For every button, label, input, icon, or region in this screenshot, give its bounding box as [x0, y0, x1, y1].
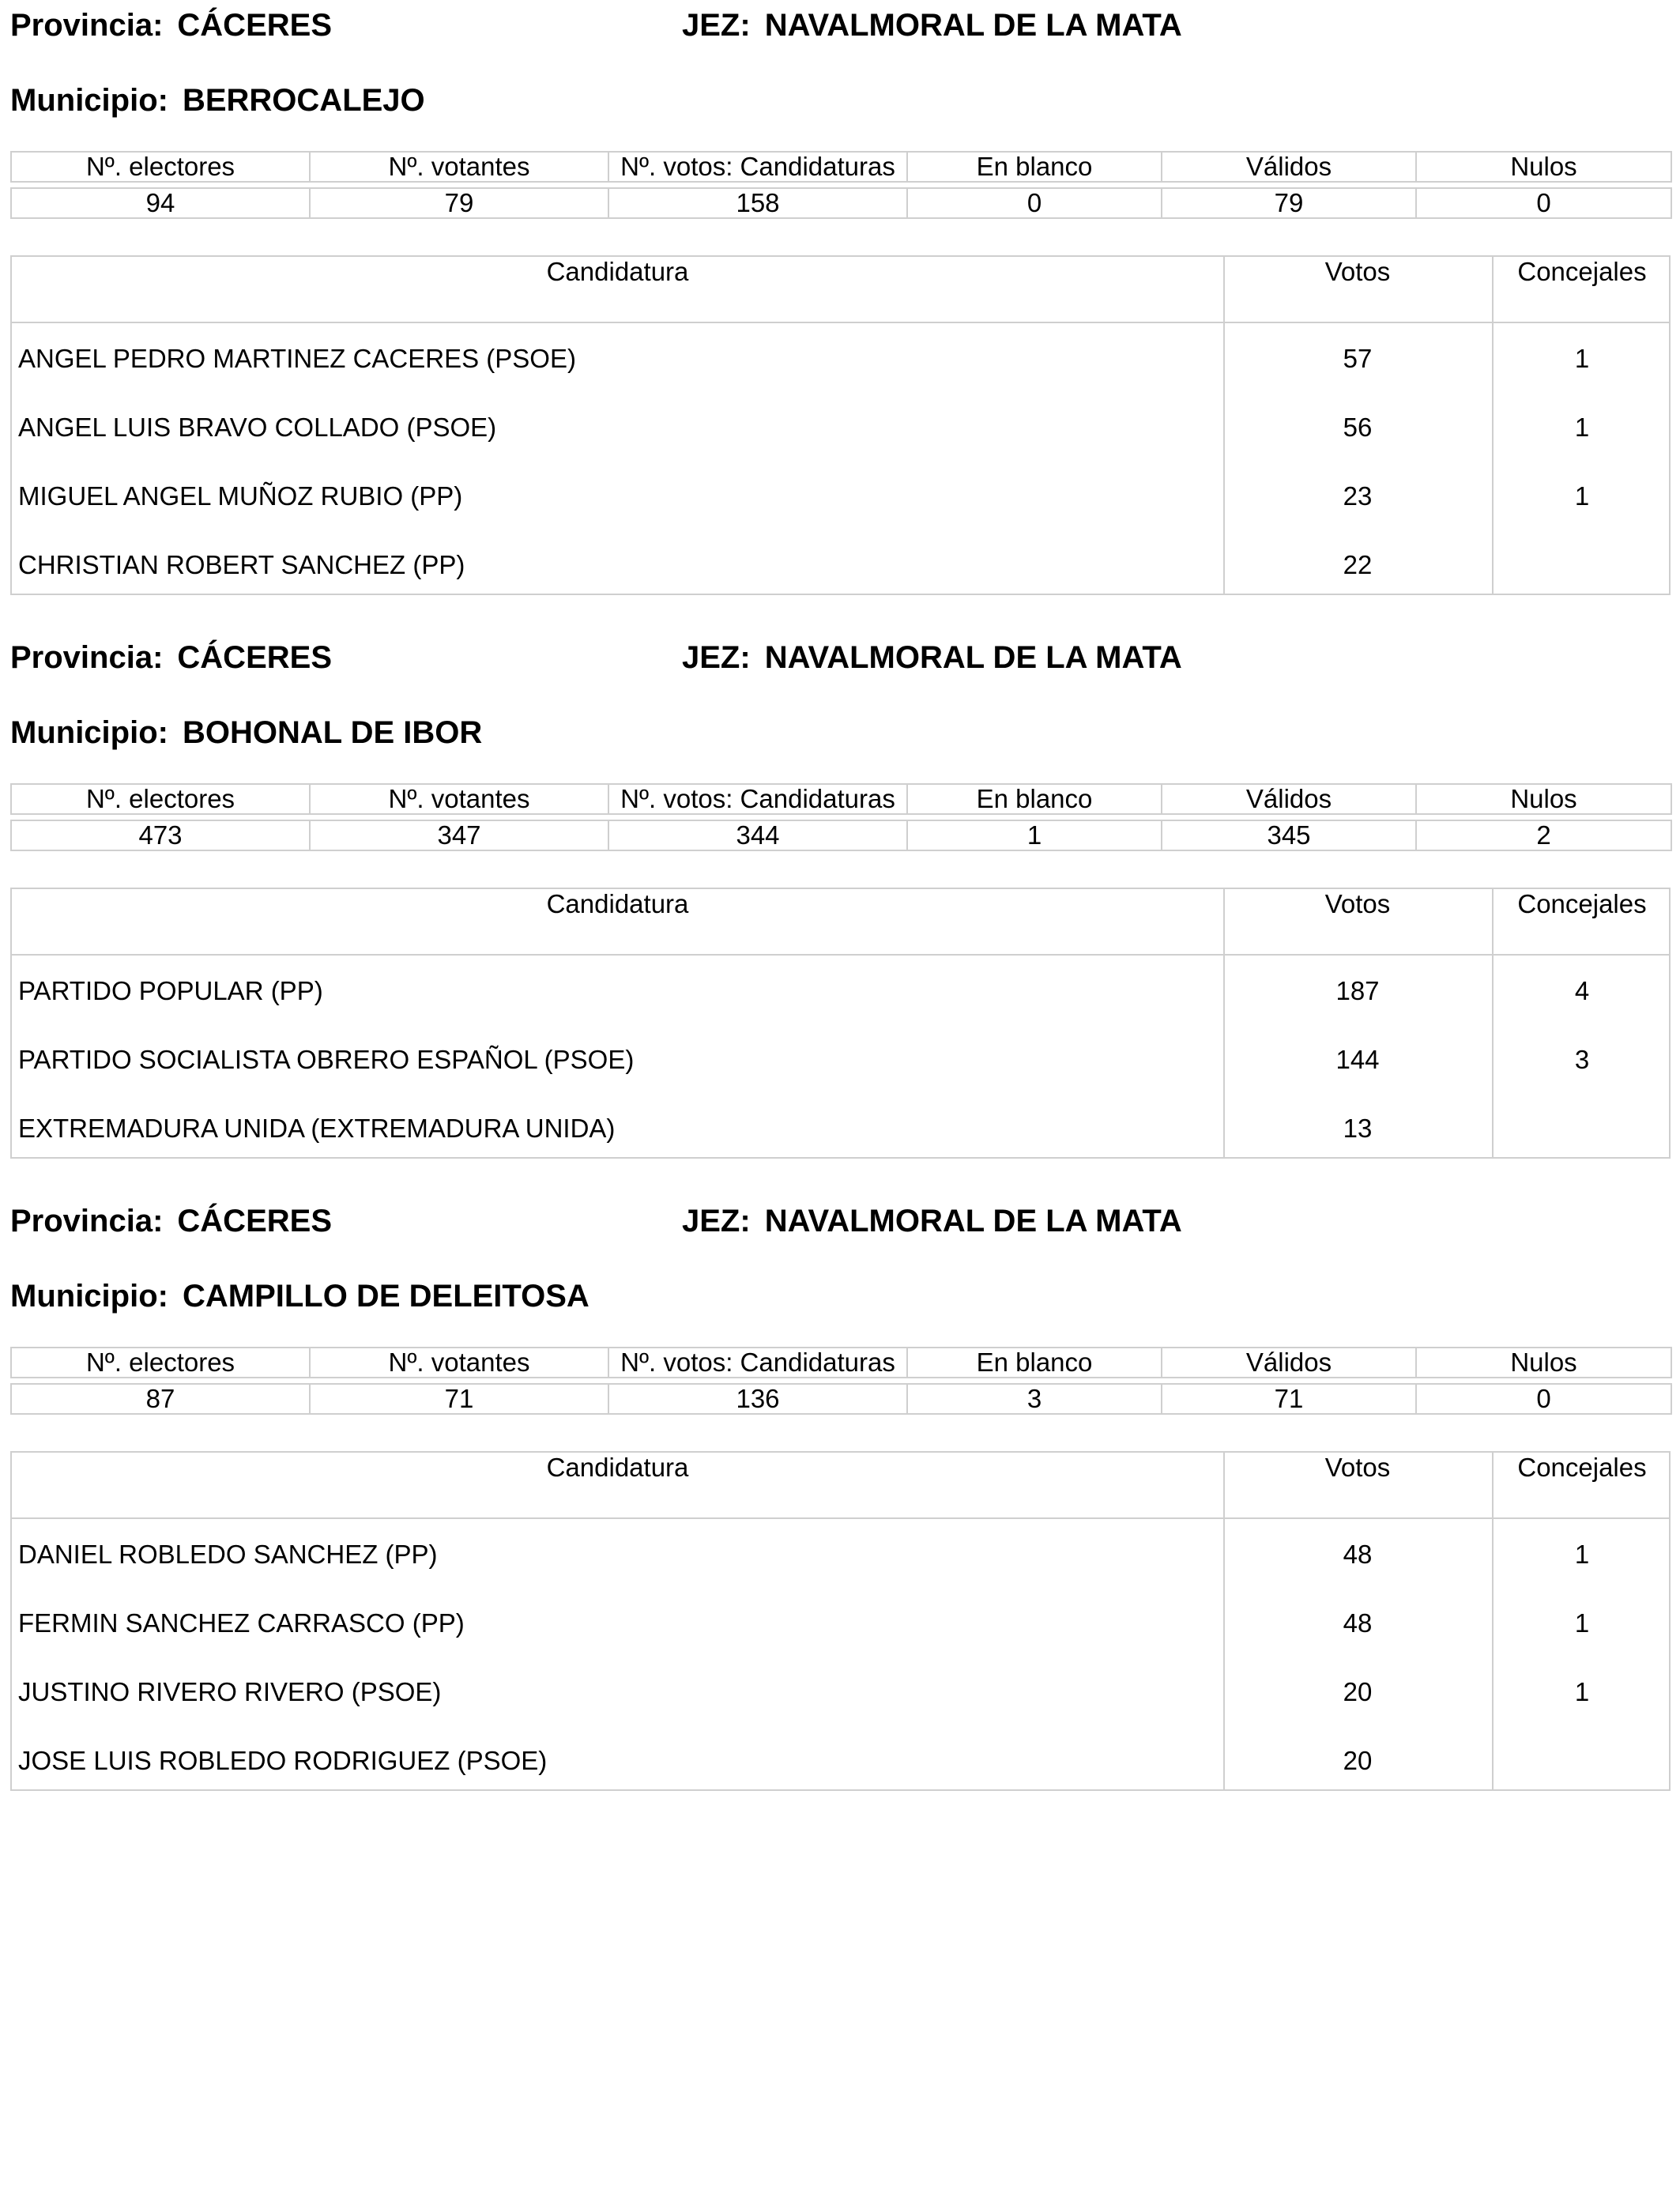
table-row [12, 956, 1669, 1024]
candidates-table [10, 1451, 1671, 1791]
stats-header: Nº. votos: Candidaturas [608, 784, 907, 814]
candidate-name: CHRISTIAN ROBERT SANCHEZ (PP) [18, 550, 465, 579]
stats-header: Nº. electores [11, 784, 310, 814]
provincia-heading [10, 640, 332, 675]
jez-value: NAVALMORAL DE LA MATA [764, 640, 1182, 675]
candidate-concejales: 1 [1574, 1540, 1590, 1569]
stats-value: 71 [310, 1384, 608, 1414]
stats-value: 79 [310, 188, 608, 218]
table-row [12, 1725, 1669, 1794]
municipio-value: BOHONAL DE IBOR [182, 715, 483, 750]
candidate-concejales: 1 [1574, 1677, 1590, 1706]
table-row [12, 323, 1669, 392]
stats-table [10, 1347, 1672, 1415]
candidate-votes: 48 [1343, 1608, 1373, 1638]
candidate-name: EXTREMADURA UNIDA (EXTREMADURA UNIDA) [18, 1114, 616, 1143]
candidate-name: FERMIN SANCHEZ CARRASCO (PP) [18, 1608, 465, 1638]
stats-gap [11, 1378, 1671, 1384]
municipio-label: Municipio: [10, 83, 168, 118]
provincia-heading [10, 1204, 332, 1238]
table-row [12, 392, 1669, 461]
concejales-header: Concejales [1517, 257, 1647, 286]
candidates-header-row [12, 257, 1669, 323]
municipio-label: Municipio: [10, 715, 168, 750]
candidate-concejales: 1 [1574, 413, 1590, 442]
municipio-value: BERROCALEJO [182, 83, 425, 118]
candidate-votes: 22 [1343, 550, 1373, 579]
candidate-name: JOSE LUIS ROBLEDO RODRIGUEZ (PSOE) [18, 1746, 548, 1775]
candidate-concejales: 4 [1574, 976, 1590, 1005]
candidate-votes: 20 [1343, 1746, 1373, 1775]
stats-value: 71 [1162, 1384, 1416, 1414]
candidatura-header: Candidatura [546, 1453, 689, 1482]
stats-value: 0 [1416, 1384, 1671, 1414]
jez-value: NAVALMORAL DE LA MATA [764, 1204, 1182, 1238]
stats-header-row [11, 1348, 1671, 1378]
candidate-concejales: 1 [1574, 481, 1590, 511]
stats-header: Nº. votantes [310, 1348, 608, 1378]
candidate-votes: 57 [1343, 344, 1373, 373]
jez-value: NAVALMORAL DE LA MATA [764, 8, 1182, 43]
stats-value: 473 [11, 820, 310, 850]
provincia-heading [10, 8, 332, 43]
candidate-votes: 187 [1335, 976, 1380, 1005]
stats-value-row [11, 1384, 1671, 1414]
provincia-label: Provincia: [10, 1204, 164, 1238]
stats-table [10, 783, 1672, 851]
stats-table [10, 151, 1672, 219]
votos-header: Votos [1324, 889, 1391, 918]
jez-label: JEZ: [682, 8, 751, 43]
stats-header: Nulos [1416, 1348, 1671, 1378]
stats-value-row [11, 188, 1671, 218]
table-row [12, 530, 1669, 598]
stats-header: En blanco [907, 152, 1162, 182]
stats-value: 345 [1162, 820, 1416, 850]
stats-header: Nº. votantes [310, 152, 608, 182]
stats-value: 344 [608, 820, 907, 850]
concejales-header: Concejales [1517, 1453, 1647, 1482]
stats-header: Válidos [1162, 152, 1416, 182]
candidate-concejales: 1 [1574, 1608, 1590, 1638]
jez-heading [682, 640, 1182, 675]
candidate-name: MIGUEL ANGEL MUÑOZ RUBIO (PP) [18, 481, 463, 511]
candidatura-header: Candidatura [546, 257, 689, 286]
stats-gap [11, 814, 1671, 820]
candidates-table [10, 255, 1671, 595]
stats-value: 136 [608, 1384, 907, 1414]
provincia-value: CÁCERES [177, 640, 332, 675]
concejales-header: Concejales [1517, 889, 1647, 918]
stats-header: En blanco [907, 1348, 1162, 1378]
stats-header: Nº. votantes [310, 784, 608, 814]
candidate-votes: 56 [1343, 413, 1373, 442]
provincia-value: CÁCERES [177, 8, 332, 43]
stats-value: 94 [11, 188, 310, 218]
municipio-heading [10, 715, 482, 750]
candidate-votes: 20 [1343, 1677, 1373, 1706]
stats-gap [11, 182, 1671, 188]
table-row [12, 1657, 1669, 1725]
table-row [12, 1519, 1669, 1588]
candidates-header-row [12, 889, 1669, 956]
table-row [12, 1588, 1669, 1657]
stats-value: 3 [907, 1384, 1162, 1414]
stats-header: Nulos [1416, 784, 1671, 814]
stats-value-row [11, 820, 1671, 850]
stats-header: En blanco [907, 784, 1162, 814]
candidate-concejales: 1 [1574, 344, 1590, 373]
jez-heading [682, 1204, 1182, 1238]
candidate-name: DANIEL ROBLEDO SANCHEZ (PP) [18, 1540, 438, 1569]
candidatura-header: Candidatura [546, 889, 689, 918]
stats-value: 0 [907, 188, 1162, 218]
stats-header: Válidos [1162, 1348, 1416, 1378]
stats-header: Nº. electores [11, 152, 310, 182]
stats-value: 1 [907, 820, 1162, 850]
votos-header: Votos [1324, 1453, 1391, 1482]
provincia-value: CÁCERES [177, 1204, 332, 1238]
candidate-name: ANGEL LUIS BRAVO COLLADO (PSOE) [18, 413, 497, 442]
table-row [12, 1024, 1669, 1093]
candidate-name: PARTIDO POPULAR (PP) [18, 976, 323, 1005]
stats-value: 347 [310, 820, 608, 850]
stats-header: Nº. votos: Candidaturas [608, 152, 907, 182]
candidate-votes: 13 [1343, 1114, 1373, 1143]
stats-header-row [11, 152, 1671, 182]
municipio-heading [10, 83, 425, 118]
stats-value: 87 [11, 1384, 310, 1414]
stats-header: Nº. electores [11, 1348, 310, 1378]
stats-value: 2 [1416, 820, 1671, 850]
stats-value: 0 [1416, 188, 1671, 218]
candidates-header-row [12, 1453, 1669, 1519]
candidates-table [10, 888, 1671, 1159]
candidate-name: ANGEL PEDRO MARTINEZ CACERES (PSOE) [18, 344, 576, 373]
stats-header: Nº. votos: Candidaturas [608, 1348, 907, 1378]
provincia-label: Provincia: [10, 8, 164, 43]
jez-heading [682, 8, 1182, 43]
stats-value: 158 [608, 188, 907, 218]
candidate-votes: 48 [1343, 1540, 1373, 1569]
table-row [12, 461, 1669, 530]
jez-label: JEZ: [682, 640, 751, 675]
candidate-concejales: 3 [1574, 1045, 1590, 1074]
municipio-value: CAMPILLO DE DELEITOSA [182, 1279, 590, 1314]
provincia-label: Provincia: [10, 640, 164, 675]
municipio-heading [10, 1279, 590, 1314]
jez-label: JEZ: [682, 1204, 751, 1238]
table-row [12, 1093, 1669, 1162]
stats-header-row [11, 784, 1671, 814]
stats-header: Válidos [1162, 784, 1416, 814]
candidate-votes: 144 [1335, 1045, 1380, 1074]
votos-header: Votos [1324, 257, 1391, 286]
stats-value: 79 [1162, 188, 1416, 218]
candidate-name: JUSTINO RIVERO RIVERO (PSOE) [18, 1677, 442, 1706]
candidate-name: PARTIDO SOCIALISTA OBRERO ESPAÑOL (PSOE) [18, 1045, 635, 1074]
candidate-votes: 23 [1343, 481, 1373, 511]
municipio-label: Municipio: [10, 1279, 168, 1314]
stats-header: Nulos [1416, 152, 1671, 182]
